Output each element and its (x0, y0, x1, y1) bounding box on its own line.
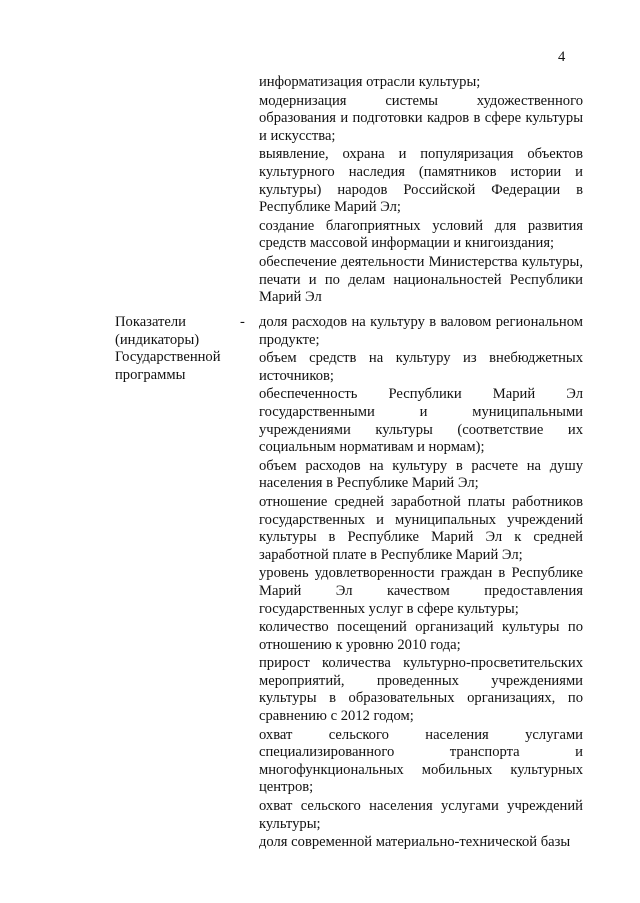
list-item: создание благоприятных условий для развития средств массовой информации и книгоиздания; (259, 217, 583, 252)
continuation-list (259, 74, 583, 307)
list-item: уровень удовлетворенности граждан в Республике Марий Эл качеством предоставления государственных услуг в сфере культуры; (259, 565, 583, 617)
list-item: охват сельского населения услугами учреждений культуры; (259, 798, 583, 832)
list-item: модернизация системы художественного образования и подготовки кадров в сфере культуры и искусства; (259, 92, 583, 144)
list-item: охват сельского населения услугами специализированного транспорта и многофункциональных мобильных культурных центров; (259, 726, 583, 796)
page-number: 4 (558, 49, 566, 65)
list-item: отношение средней заработной платы работников государственных и муниципальных учреждений культуры в Республике Марий Эл к средней заработной плате в Республике Марий Эл; (259, 493, 583, 563)
indicators-list (259, 314, 583, 852)
section-label (115, 314, 255, 384)
list-item: информатизация отрасли культуры; (259, 74, 481, 90)
dash-separator: - (240, 314, 245, 330)
list-item: обеспечение деятельности Министерства культуры, печати и по делам национальностей Республики Марий Эл (259, 253, 583, 306)
list-item: количество посещений организаций культуры по отношению к уровню 2010 года; (259, 619, 583, 653)
list-item: обеспеченность Республики Марий Эл государственными и муниципальными учреждениями культуры (соответствие их социальным нормативам и нормам); (259, 386, 583, 456)
list-item: объем расходов на культуру в расчете на душу населения в Республике Марий Эл; (259, 457, 583, 492)
list-item: доля расходов на культуру в валовом региональном продукте; (259, 314, 583, 348)
list-item: объем средств на культуру из внебюджетных источников; (259, 350, 583, 384)
list-item: прирост количества культурно-просветительских мероприятий, проведенных учреждениями культуры в образовательных организациях, по сравнению с 2012 годом; (259, 655, 583, 725)
indicators-label: Показатели (индикаторы) Государственной программы (115, 314, 221, 383)
list-item: выявление, охрана и популяризация объектов культурного наследия (памятников истории и культуры) народов Российской Федерации в Республике Марий Эл; (259, 146, 583, 216)
list-item: доля современной материально-технической базы (259, 834, 571, 851)
